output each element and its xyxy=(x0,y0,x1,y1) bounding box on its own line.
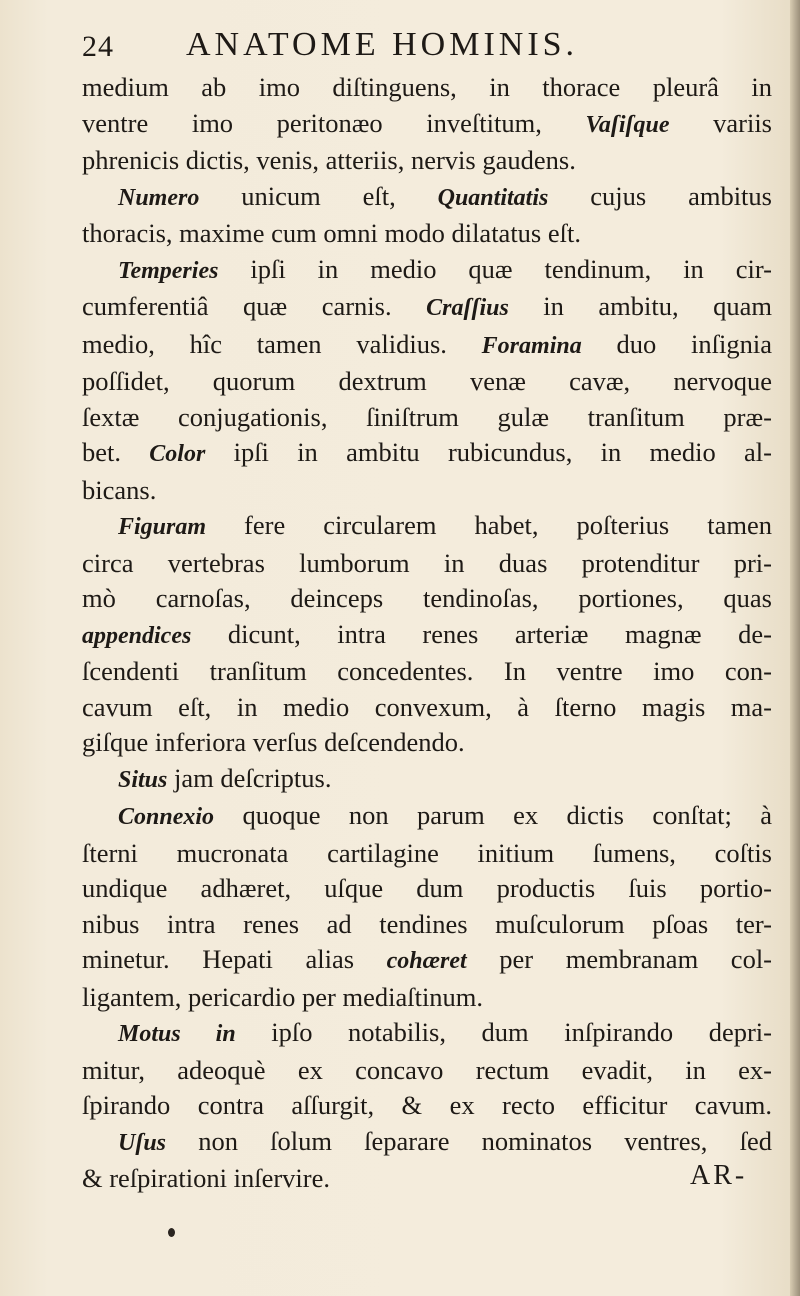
text-run: cavum eſt, in medio convexum, à ſterno magis ma- xyxy=(82,691,772,722)
text-run: thoracis, maxime cum omni modo dilatatus eſt. xyxy=(82,218,581,248)
text-run: ſextæ conjugationis, ſiniſtrum gulæ tranſitum præ- xyxy=(82,401,772,432)
text-line xyxy=(82,871,772,907)
ink-spot xyxy=(168,1228,175,1237)
text-line xyxy=(82,364,772,400)
text-line xyxy=(82,942,772,980)
text-line xyxy=(82,400,772,436)
text-line xyxy=(82,473,772,509)
text-line xyxy=(82,508,772,546)
text-run: mò carnoſas, deinceps tendinoſas, portiones, quas xyxy=(82,583,772,613)
text-run: non ſolum ſeparare nominatos ventres, ſed xyxy=(166,1125,772,1156)
text-run: giſque inferiora verſus deſcendendo. xyxy=(82,727,465,757)
text-run: per membranam col- xyxy=(466,944,772,974)
text-run: ipſo notabilis, dum inſpirando depri- xyxy=(235,1017,772,1047)
text-run: ligantem, pericardio per mediaſtinum. xyxy=(82,981,484,1012)
text-run: unicum eſt, xyxy=(199,180,438,211)
text-run: ſpirando contra aſſurgit, & ex recto efficitur cavum. xyxy=(82,1090,772,1120)
text-run: medium ab imo diſtinguens, in thorace pleurâ in xyxy=(82,72,772,102)
text-run: circa vertebras lumborum in duas protenditur pri- xyxy=(82,547,772,578)
text-run: & reſpirationi inſervire. xyxy=(82,1163,330,1193)
text-line xyxy=(82,70,772,106)
text-run: bet. xyxy=(82,437,150,467)
text-line xyxy=(82,654,772,690)
text-line xyxy=(82,216,772,252)
text-line xyxy=(82,1015,772,1053)
text-run: ſcendenti tranſitum concedentes. In ventre imo con- xyxy=(82,656,772,686)
italic-term: cohæret xyxy=(386,948,467,974)
italic-term: Foramina xyxy=(481,332,582,359)
text-line xyxy=(82,617,772,655)
text-run: fere circularem habet, poſterius tamen xyxy=(206,510,772,540)
text-line xyxy=(82,761,772,799)
text-run: nibus intra renes ad tendines muſculorum pſoas ter- xyxy=(82,908,772,939)
italic-term: Quantitatis xyxy=(437,184,549,211)
text-run: cujus ambitus xyxy=(548,180,772,211)
catchword: AR- xyxy=(690,1160,748,1191)
body-text xyxy=(82,70,772,1197)
text-run: ipſi in ambitu rubicundus, in medio al- xyxy=(205,437,772,467)
italic-term: appendices xyxy=(82,622,192,649)
italic-term: Connexio xyxy=(118,804,215,830)
text-line xyxy=(82,435,772,473)
text-line xyxy=(82,106,772,144)
text-run: minetur. Hepati alias xyxy=(82,944,387,974)
text-run: poſſidet, quorum dextrum venæ cavæ, nervoque xyxy=(82,366,772,396)
text-line xyxy=(82,546,772,582)
text-line xyxy=(82,581,772,617)
italic-term: Uſus xyxy=(118,1129,167,1156)
text-run: ſterni mucronata cartilagine initium ſumens, coſtis xyxy=(82,837,772,868)
text-run: ipſi in medio quæ tendinum, in cir- xyxy=(218,253,772,284)
text-line xyxy=(82,690,772,726)
text-run: undique adhæret, uſque dum productis ſuis portio- xyxy=(82,873,772,903)
text-line xyxy=(82,725,772,761)
text-line xyxy=(82,1124,772,1162)
text-line xyxy=(82,143,772,179)
text-run: variis xyxy=(669,107,772,138)
text-run: mitur, adeoquè ex concavo rectum evadit, in ex- xyxy=(82,1054,772,1085)
text-line xyxy=(82,836,772,872)
running-title: ANATOME HOMINIS. xyxy=(186,26,579,63)
text-line xyxy=(82,289,772,327)
text-line xyxy=(82,252,772,290)
text-run: medio, hîc tamen validius. xyxy=(82,328,482,359)
italic-term: Figuram xyxy=(118,514,207,540)
text-line xyxy=(82,980,772,1016)
text-line xyxy=(82,798,772,836)
text-run: cumferentiâ quæ carnis. xyxy=(82,291,427,321)
italic-term: Motus in xyxy=(118,1021,236,1047)
text-line xyxy=(82,179,772,217)
text-line xyxy=(82,1161,772,1197)
page-header xyxy=(82,24,772,72)
page-edge-shadow xyxy=(790,0,800,1296)
text-line xyxy=(82,907,772,943)
italic-term: Color xyxy=(149,441,206,467)
italic-term: Vaſiſque xyxy=(585,111,670,138)
italic-term: Situs xyxy=(118,766,168,793)
text-line xyxy=(82,1053,772,1089)
text-run: duo inſignia xyxy=(581,328,772,359)
text-run: dicunt, intra renes arteriæ magnæ de- xyxy=(191,618,772,649)
text-run: in ambitu, quam xyxy=(508,291,773,321)
text-run: phrenicis dictis, venis, atteriis, nervis gaudens. xyxy=(82,145,576,175)
text-run: quoque non parum ex dictis conſtat; à xyxy=(214,800,772,830)
text-line xyxy=(82,327,772,365)
italic-term: Craſſius xyxy=(426,295,509,321)
italic-term: Temperies xyxy=(118,257,219,284)
italic-term: Numero xyxy=(118,184,200,211)
text-line xyxy=(82,1088,772,1124)
page-number: 24 xyxy=(82,30,114,63)
text-run: ventre imo peritonæo inveſtitum, xyxy=(82,107,586,138)
text-run: bicans. xyxy=(82,474,157,505)
text-run: jam deſcriptus. xyxy=(167,762,332,793)
